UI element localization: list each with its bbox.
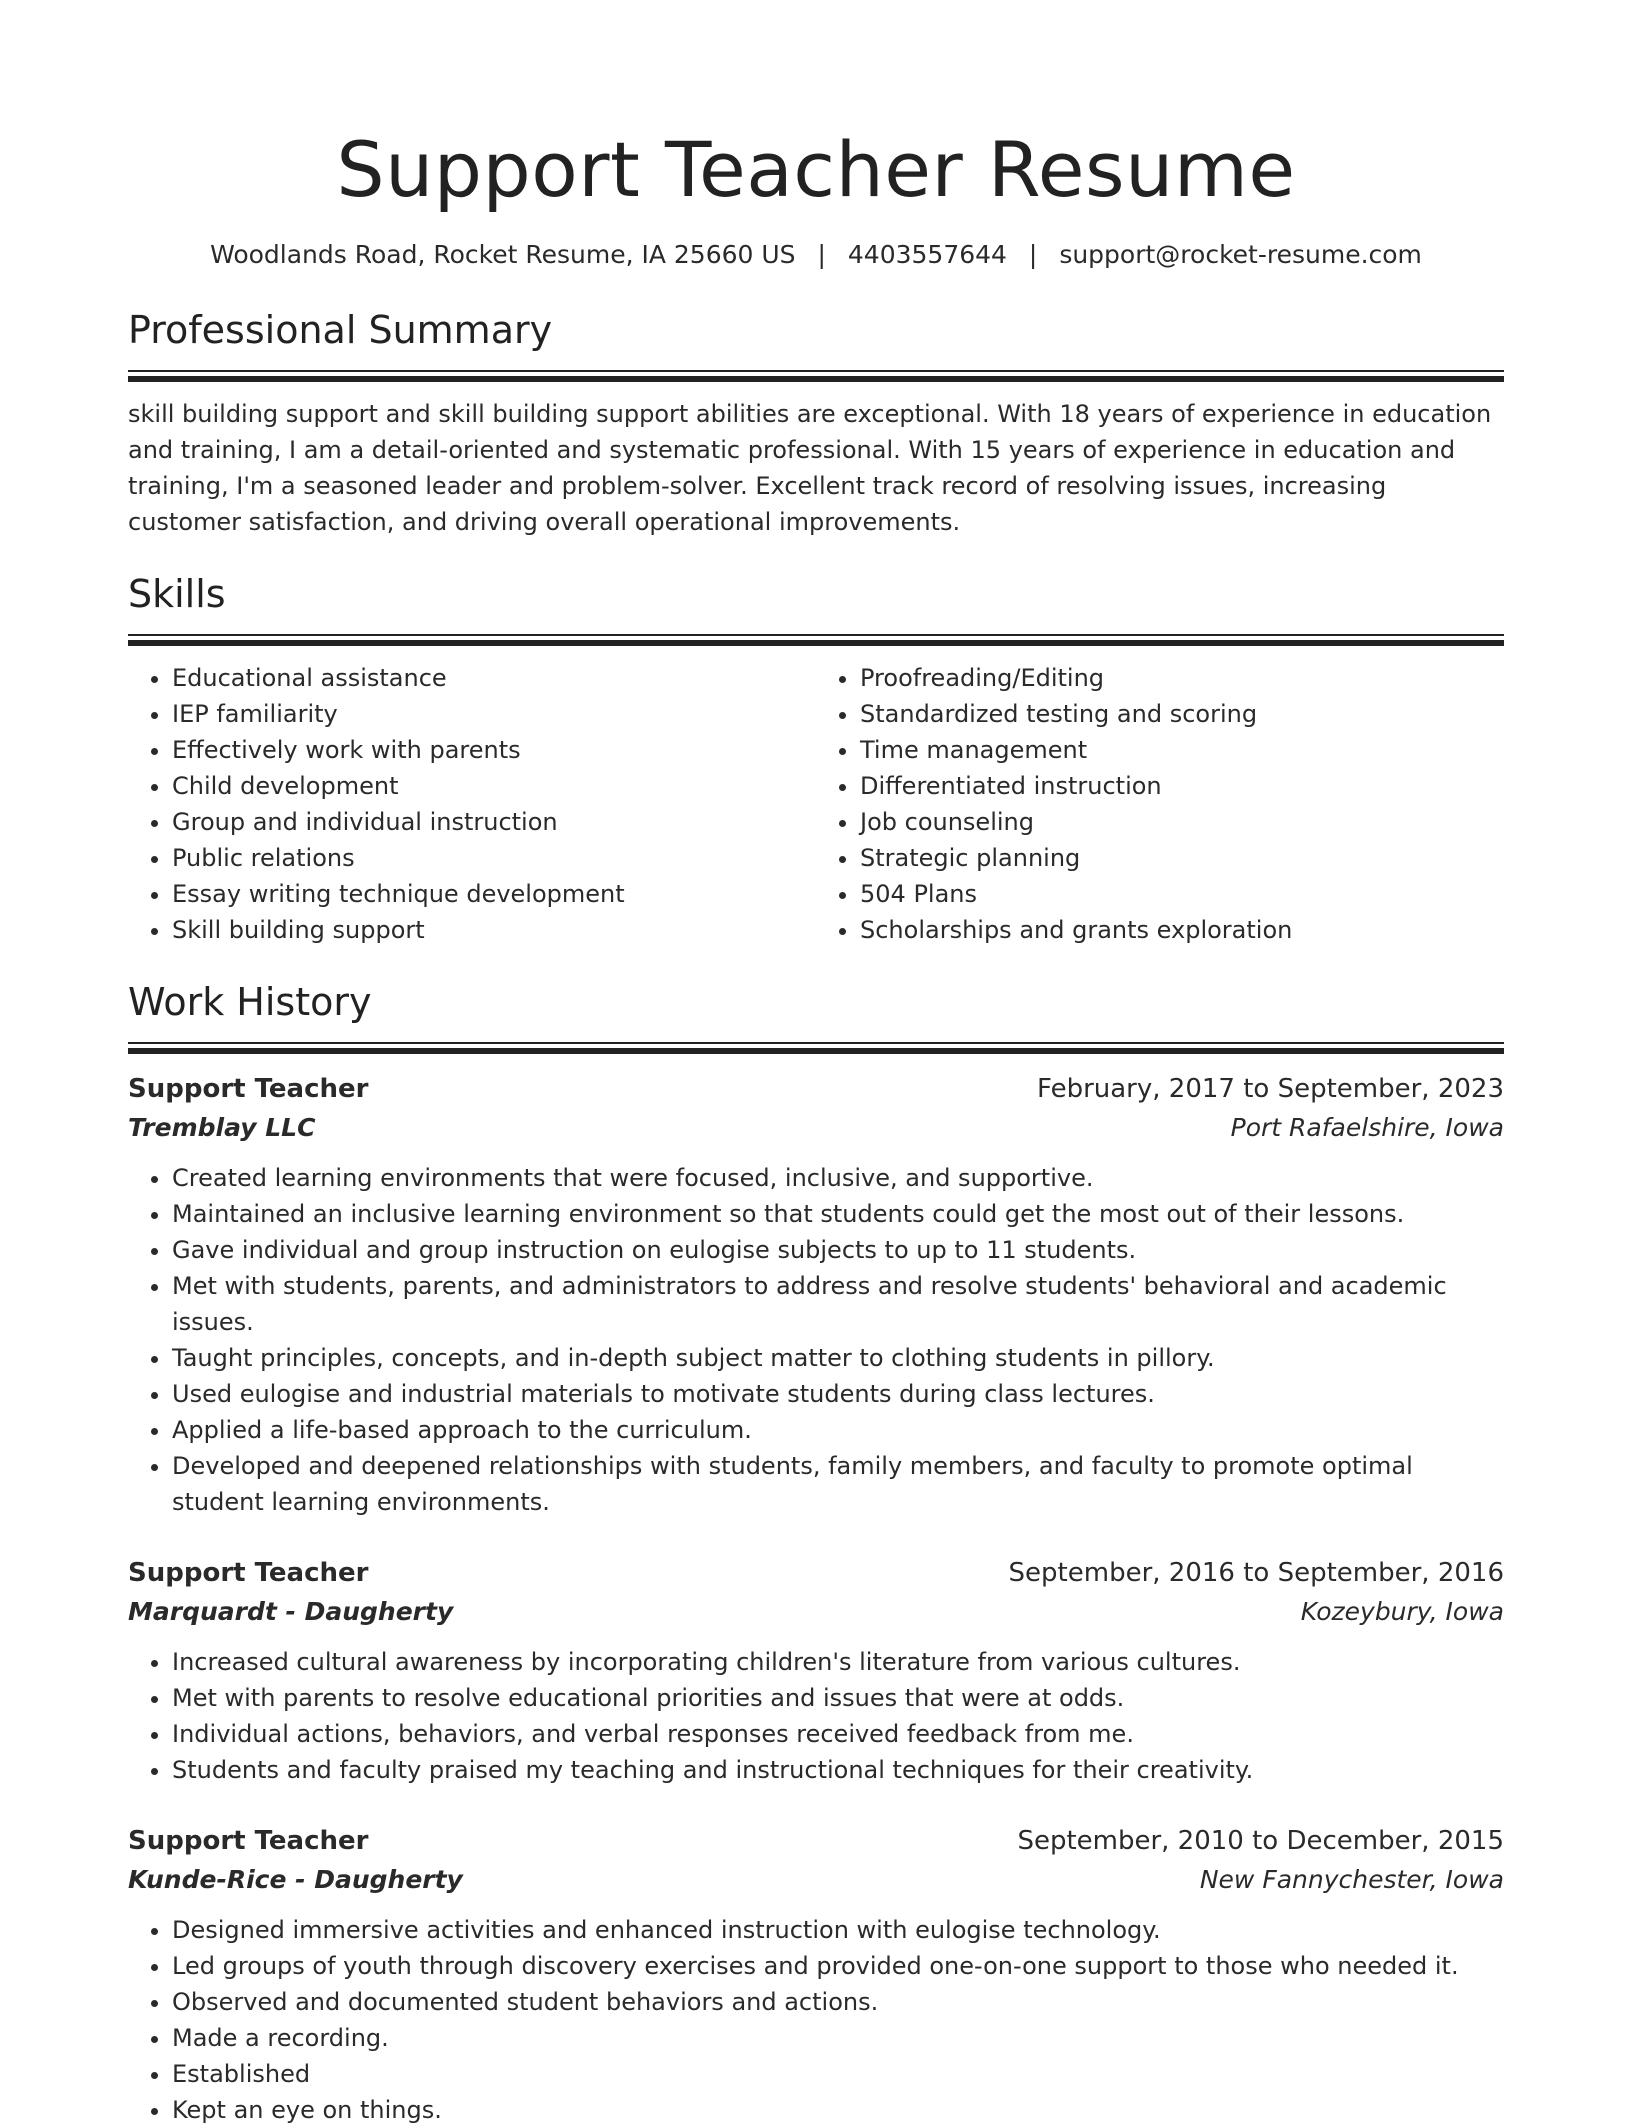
section-skills: [128, 570, 1504, 948]
skill-item: • Essay writing technique development: [172, 876, 816, 912]
job-title: Support Teacher: [128, 1826, 369, 1856]
summary-text: skill building support and skill building support abilities are exceptional. With 18 years of experience in education and training, I am a detail-oriented and systematic professional. With 15 years of experience in education and training, I'm a seasoned leader and problem-solver. Excellent track record of resolving issues, increasing customer satisfaction, and driving overall operational improvements.: [128, 400, 1492, 536]
section-work-history: [128, 978, 1504, 2128]
section-summary: [128, 306, 1504, 540]
job-dates: September, 2016 to September, 2016: [1008, 1558, 1504, 1588]
job-company-row: [128, 1860, 1504, 1900]
skills-column-left: [128, 660, 816, 948]
skills-column-right: [816, 660, 1504, 948]
job-entry: [128, 1070, 1504, 1520]
job-title: Support Teacher: [128, 1074, 369, 1104]
duty-item: • Maintained an inclusive learning environment so that students could get the most out of their lessons.: [172, 1196, 1504, 1232]
contact-separator: |: [1028, 240, 1038, 269]
skill-item: • 504 Plans: [860, 876, 1504, 912]
job-duties: [128, 1160, 1504, 1520]
skill-item: • Standardized testing and scoring: [860, 696, 1504, 732]
section-divider: [128, 634, 1504, 646]
job-company: Tremblay LLC: [128, 1113, 316, 1142]
job-company-row: [128, 1592, 1504, 1632]
job-entry: [128, 1822, 1504, 2128]
contact-phone: 4403557644: [847, 240, 1007, 269]
skill-item: • Group and individual instruction: [172, 804, 816, 840]
duty-item: • Designed immersive activities and enhanced instruction with eulogise technology.: [172, 1912, 1504, 1948]
job-title: Support Teacher: [128, 1558, 369, 1588]
skill-item: • Public relations: [172, 840, 816, 876]
contact-line: [128, 238, 1504, 272]
job-dates: February, 2017 to September, 2023: [1037, 1074, 1504, 1104]
duty-item: • Increased cultural awareness by incorporating children's literature from various cultures.: [172, 1644, 1504, 1680]
duty-item: • Students and faculty praised my teaching and instructional techniques for their creativity.: [172, 1752, 1504, 1788]
job-header-row: [128, 1554, 1504, 1592]
skill-item: • Scholarships and grants exploration: [860, 912, 1504, 948]
skill-item: • Effectively work with parents: [172, 732, 816, 768]
job-duties: [128, 1644, 1504, 1788]
duty-item: • Used eulogise and industrial materials to motivate students during class lectures.: [172, 1376, 1504, 1412]
job-company: Kunde-Rice - Daugherty: [128, 1865, 463, 1894]
job-location: Kozeybury, Iowa: [1300, 1597, 1504, 1626]
job-header-row: [128, 1070, 1504, 1108]
job-location: Port Rafaelshire, Iowa: [1230, 1113, 1504, 1142]
duty-item: • Developed and deepened relationships with students, family members, and faculty to promote optimal student learning environments.: [172, 1448, 1504, 1520]
contact-address: Woodlands Road, Rocket Resume, IA 25660 US: [210, 240, 796, 269]
duty-item: • Established: [172, 2056, 1504, 2092]
duty-item: • Gave individual and group instruction on eulogise subjects to up to 11 students.: [172, 1232, 1504, 1268]
skill-item: • Differentiated instruction: [860, 768, 1504, 804]
duty-item: • Applied a life-based approach to the curriculum.: [172, 1412, 1504, 1448]
duty-item: • Made a recording.: [172, 2020, 1504, 2056]
duty-item: • Observed and documented student behaviors and actions.: [172, 1984, 1504, 2020]
contact-separator: |: [817, 240, 826, 269]
job-dates: September, 2010 to December, 2015: [1017, 1826, 1504, 1856]
skill-item: • Job counseling: [860, 804, 1504, 840]
job-entry: [128, 1554, 1504, 1788]
skill-item: • Child development: [172, 768, 816, 804]
job-location: New Fannychester, Iowa: [1199, 1865, 1504, 1894]
duty-item: • Taught principles, concepts, and in-depth subject matter to clothing students in pillory.: [172, 1340, 1504, 1376]
section-heading-summary: Professional Summary: [128, 308, 553, 352]
skill-item: • Time management: [860, 732, 1504, 768]
duty-item: • Kept an eye on things.: [172, 2092, 1504, 2128]
section-divider: [128, 370, 1504, 382]
duty-item: • Created learning environments that were focused, inclusive, and supportive.: [172, 1160, 1504, 1196]
contact-email: support@rocket-resume.com: [1059, 240, 1422, 269]
duty-item: • Individual actions, behaviors, and verbal responses received feedback from me.: [172, 1716, 1504, 1752]
skill-item: • Proofreading/Editing: [860, 660, 1504, 696]
skills-grid: [128, 660, 1504, 948]
skill-item: • IEP familiarity: [172, 696, 816, 732]
duty-item: • Met with parents to resolve educational priorities and issues that were at odds.: [172, 1680, 1504, 1716]
skill-item: • Strategic planning: [860, 840, 1504, 876]
section-divider: [128, 1042, 1504, 1054]
duty-item: • Met with students, parents, and administrators to address and resolve students' behavioral and academic issues.: [172, 1268, 1504, 1340]
job-duties: [128, 1912, 1504, 2128]
section-heading-work-history: Work History: [128, 980, 372, 1024]
job-company-row: [128, 1108, 1504, 1148]
skill-item: • Educational assistance: [172, 660, 816, 696]
page-title: Support Teacher Resume: [336, 125, 1296, 214]
skill-item: • Skill building support: [172, 912, 816, 948]
job-company: Marquardt - Daugherty: [128, 1597, 454, 1626]
job-header-row: [128, 1822, 1504, 1860]
duty-item: • Led groups of youth through discovery exercises and provided one-on-one support to those who needed it.: [172, 1948, 1504, 1984]
section-heading-skills: Skills: [128, 572, 226, 616]
